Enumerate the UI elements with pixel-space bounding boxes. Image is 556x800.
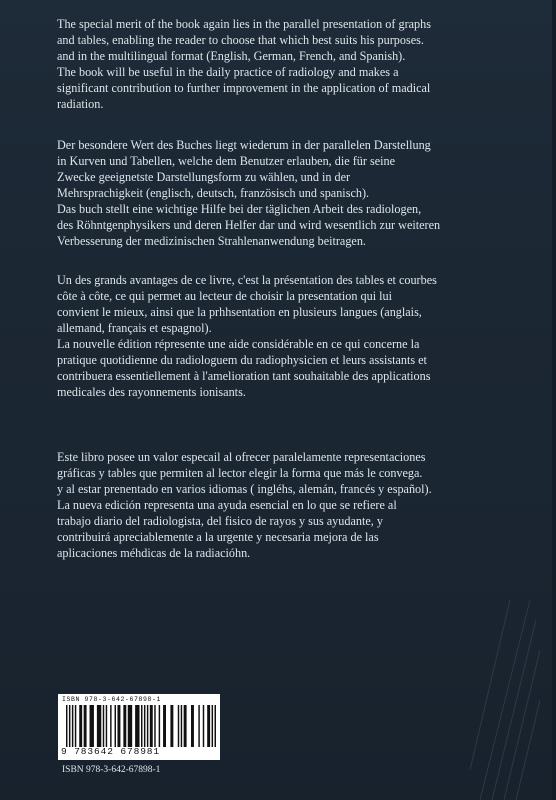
barcode-bars bbox=[66, 705, 216, 747]
barcode-bar bbox=[163, 705, 166, 747]
barcode-bar bbox=[207, 705, 210, 747]
barcode-bar bbox=[135, 705, 139, 747]
barcode-bar bbox=[147, 705, 148, 747]
barcode-bar bbox=[79, 705, 82, 747]
barcode-bar bbox=[215, 705, 216, 747]
paragraph-english: The special merit of the book again lies in the parallel presentation of graphs and tables, enabling the reader to choose that which best suits his purposes. and in the multilingual format (English, German, French, and Spanish). The book will be useful in the daily practice of radiology and makes a significant contribution to further improvement in the application of madical radiation. bbox=[57, 17, 431, 111]
barcode-label bbox=[58, 694, 220, 760]
barcode-bar bbox=[75, 705, 76, 747]
barcode-bar bbox=[115, 705, 116, 747]
barcode-bar bbox=[90, 705, 94, 747]
barcode-bar bbox=[212, 705, 213, 747]
barcode-bar bbox=[184, 705, 187, 747]
barcode-bar bbox=[203, 705, 204, 747]
blurb-spanish bbox=[57, 449, 507, 561]
barcode-bar bbox=[117, 705, 120, 747]
blurb-french bbox=[57, 272, 507, 400]
isbn-footer: ISBN 978-3-642-67898-1 bbox=[62, 765, 161, 775]
barcode-digits: 9 783642 678981 bbox=[61, 746, 161, 757]
paragraph-german: Der besondere Wert des Buches liegt wiederum in der parallelen Darstellung in Kurven und Tabellen, welche dem Benutzer erlauben, die für seine Zwecke geeignetste Darstellungsform zu wählen, und in der Mehrsprachigkeit (englisch, deutsch, französisch und spanisch). Das buch stellt eine wichtige Hilfe bei der täglichen Arbeit des radiologen, des Röhntgenphysikers und deren Helfer dar und wird wesentlich zur weiteren Verbesserung der medizinischen Strahlenanwendung beitragen. bbox=[57, 138, 441, 248]
barcode-bar bbox=[144, 705, 145, 747]
barcode-bar bbox=[103, 705, 104, 747]
paragraph-french: Un des grands avantages de ce livre, c'est la présentation des tables et courbes côte à côte, ce qui permet au lecteur de choisir la presentation qui lui convient le mieux, ainsi que la prhhsentation en plusieurs langues (anglais, allemand, français et espagnol). La nouvelle édition répresente une aide considérable en ce qui concerne la pratique quotidienne du radiologuem du radiophysicien et leurs assistants et contribuera essentiellement à l'amelioration tant souhaitable des applications medicales des rayonnements ionisants. bbox=[57, 273, 437, 399]
barcode-bar bbox=[110, 705, 111, 747]
barcode-bar bbox=[66, 705, 67, 747]
barcode-bar bbox=[106, 705, 107, 747]
barcode-bar bbox=[123, 705, 126, 747]
barcode-bar bbox=[170, 705, 173, 747]
barcode-bar bbox=[178, 705, 179, 747]
spine-edge bbox=[552, 0, 556, 800]
barcode-bar bbox=[159, 705, 160, 747]
barcode-bar bbox=[72, 705, 73, 747]
paragraph-spanish: Este libro posee un valor especail al ofrecer paralelamente representaciones gráficas y tables que permiten al lector elegir la forma que más le convega. y al estar prenentado en varios idiomas ( ingléhs, alemán, francés y español). La nueva edición representa una ayuda esencial en lo que se refiere al trabajo diario del radiologista, del fisico de rayos y sus ayudante, y contribuirá apreciablemente a la urgente y necesaria mejora de las aplicaciones méhdicas de la radiacióhn. bbox=[57, 450, 432, 560]
barcode-bar bbox=[191, 705, 194, 747]
blurb-german bbox=[57, 137, 507, 249]
decorative-diagonal-lines bbox=[470, 600, 540, 800]
barcode-bar bbox=[97, 705, 101, 747]
barcode-bar bbox=[154, 705, 155, 747]
barcode-bar bbox=[84, 705, 87, 747]
barcode-isbn-text: ISBN 978-3-642-67898-1 bbox=[62, 696, 162, 703]
barcode-bar bbox=[150, 705, 153, 747]
barcode-bar bbox=[141, 705, 142, 747]
barcode-bar bbox=[198, 705, 199, 747]
barcode-bar bbox=[128, 705, 132, 747]
barcode-bar bbox=[69, 705, 70, 747]
blurb-english bbox=[57, 16, 507, 112]
barcode-bar bbox=[181, 705, 182, 747]
